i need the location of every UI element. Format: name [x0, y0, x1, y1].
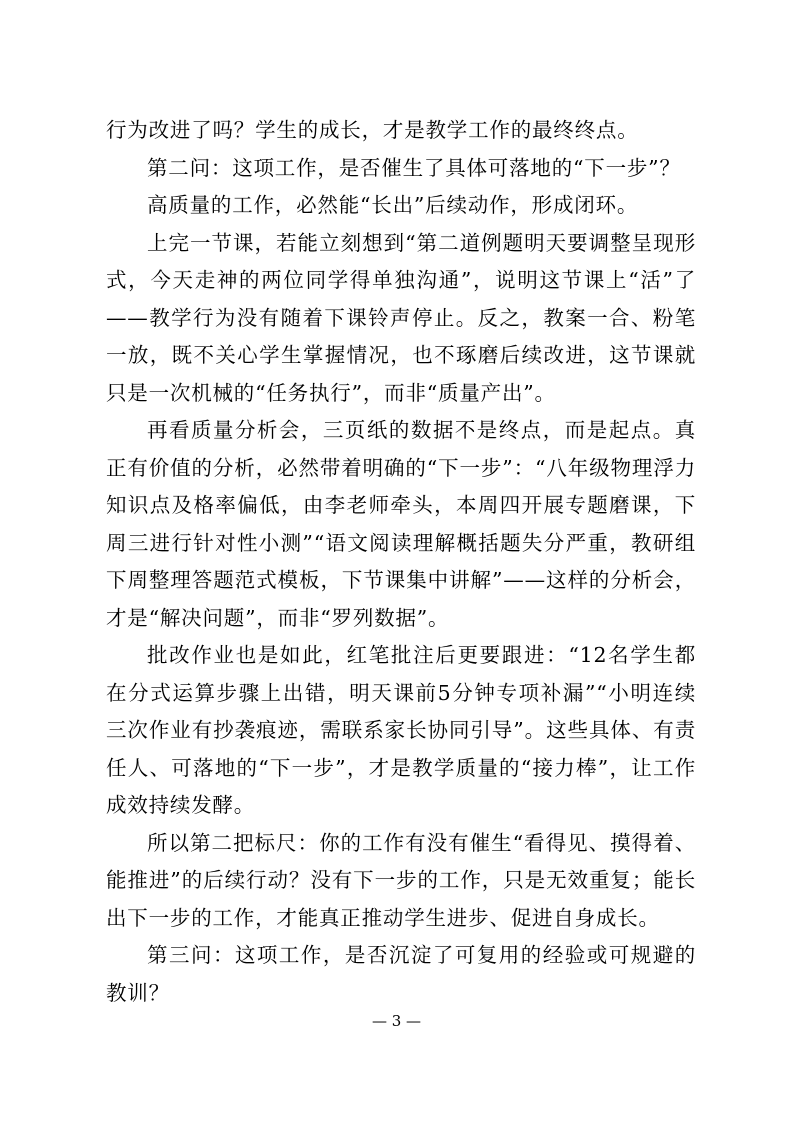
- paragraph-second-question: 第二问：这项工作，是否催生了具体可落地的“下一步”？: [147, 155, 681, 180]
- paragraph-closed-loop: 高质量的工作，必然能“长出”后续动作，形成闭环。: [147, 193, 639, 217]
- page-number: — 3 —: [371, 1012, 422, 1030]
- paragraph-homework-grading: 批改作业也是如此，红笔批注后更要跟进：“12名学生都在分式运算步骤上出错，明天课前5分钟专项补漏”“小明连续三次作业有抄袭痕迹，需联系家长协同引导”。这些具体、有责任人、可落地的“下一步”，才是教学质量的“接力棒”，让工作成效持续发酵。: [106, 643, 696, 817]
- document-body: [106, 112, 696, 1012]
- paragraph-lesson-example: 上完一节课，若能立刻想到“第二道例题明天要调整呈现形式，今天走神的两位同学得单独沟通”，说明这节课上“活”了——教学行为没有随着下课铃声停止。反之，教案一合、粉笔一放，既不关心学生掌握情况，也不琢磨后续改进，这节课就只是一次机械的“任务执行”，而非“质量产出”。: [106, 230, 696, 405]
- paragraph-second-standard: 所以第二把标尺：你的工作有没有催生“看得见、摸得着、能推进”的后续行动？没有下一步的工作，只是无效重复；能长出下一步的工作，才能真正推动学生进步、促进自身成长。: [106, 830, 696, 930]
- paragraph-third-question: 第三问：这项工作，是否沉淀了可复用的经验或可规避的教训？: [106, 943, 696, 1005]
- paragraph-analysis-meeting: 再看质量分析会，三页纸的数据不是终点，而是起点。真正有价值的分析，必然带着明确的“下一步”：“八年级物理浮力知识点及格率偏低，由李老师牵头，本周四开展专题磨课，下周三进行针对性小测”“语文阅读理解概括题失分严重，教研组下周整理答题范式模板，下节课集中讲解”——这样的分析会，才是“解决问题”，而非“罗列数据”。: [106, 418, 696, 630]
- paragraph-continuation: 行为改进了吗？学生的成长，才是教学工作的最终终点。: [106, 118, 639, 142]
